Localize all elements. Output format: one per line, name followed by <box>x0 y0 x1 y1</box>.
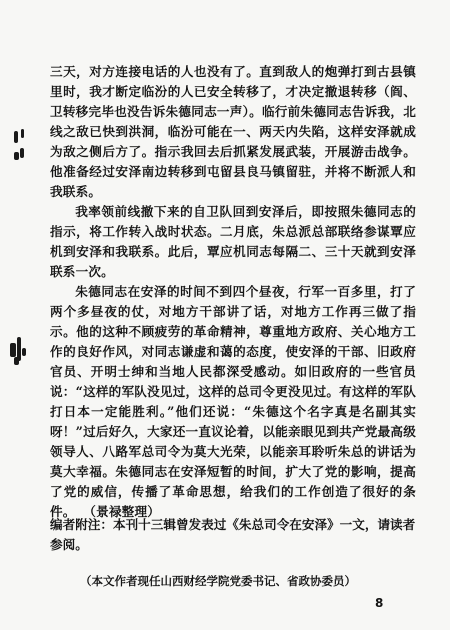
page-number: 8 <box>375 596 384 610</box>
signature: （景禄整理） <box>89 504 161 519</box>
binding-hole-mark <box>14 357 19 365</box>
binding-hole-mark <box>20 148 24 158</box>
binding-hole-mark <box>22 348 26 356</box>
binding-hole-mark <box>14 131 18 143</box>
paragraph-2: 我率领前线撤下来的自卫队回到安泽后，即按照朱德同志的指示，将工作转入战时状态。二月底，朱总派总部联络参谋覃应机到安泽和我联系。此后，覃应机同志每隔二、三十天就到安泽联系一次。 <box>50 204 416 279</box>
binding-hole-mark <box>14 152 19 160</box>
author-note: （本文作者现任山西财经学院党委书记、省政协委员） <box>80 574 356 588</box>
editor-note <box>50 515 420 555</box>
paragraph-1: 三天，对方连接电话的人也没有了。直到敌人的炮弹打到古县镇里时，我才断定临汾的人已安全转移了，才决定撤退转移（阎、卫转移完毕也没告诉朱德同志一声）。临行前朱德同志告诉我，北线之敌已快到洪洞，临汾可能在一、两天内失陷，这样安泽就成为敌之侧后方了。指示我回去后抓紧发展武装，开展游击战争。他准备经过安泽南边转移到屯留县良马镇留驻，并将不断派人和我联系。 <box>50 64 416 199</box>
paragraph-3 <box>50 282 416 522</box>
editor-note-text: 本刊十三辑曾发表过《朱总司令在安泽》一文，请读者参阅。 <box>50 517 416 552</box>
body-text <box>50 62 416 522</box>
binding-hole-mark <box>10 343 16 357</box>
editor-note-label: 编者附注： <box>50 517 113 532</box>
paragraph-3-text: 朱德同志在安泽的时间不到四个昼夜，行军一百多里，打了两个多昼夜的仗，对地方干部讲了话，对地方工作再三做了指示。他的这种不顾疲劳的革命精神，尊重地方政府、关心地方工作的良好作风，对同志谦虚和蔼的态度，使安泽的干部、旧政府官员、开明士绅和当地人民都深受感动。如旧政府的一些官员说：“这样的军队没见过，这样的总司令更没见过。有这样的军队打日本一定能胜利。”他们还说：“朱德这个名字真是名副其实呀！”过后好久，大家还一直议论着，以能亲眼见到共产党最高级领导人、八路军总司令为莫大光荣，以能亲耳聆听朱总的讲话为莫大幸福。朱德同志在安泽短暂的时间，扩大了党的影响，提高了党的威信，传播了革命思想，给我们的工作创造了很好的条件。 <box>50 284 416 519</box>
binding-hole-mark <box>21 129 24 138</box>
